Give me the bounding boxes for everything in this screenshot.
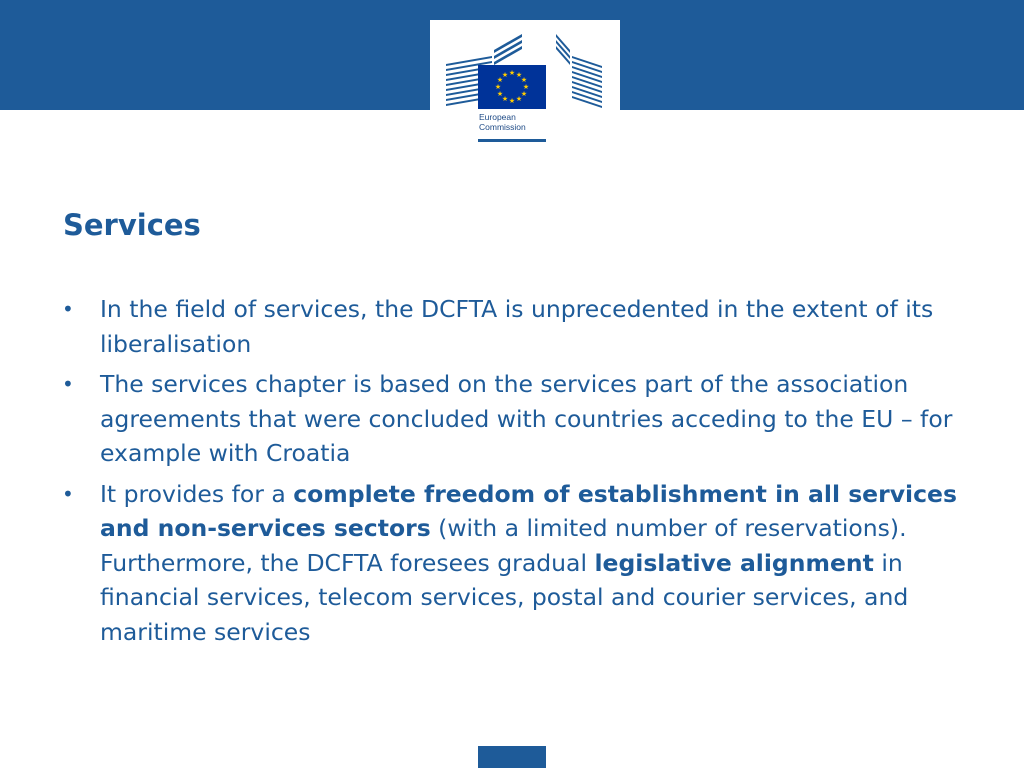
bullet-text-bold: legislative alignment — [594, 548, 874, 577]
bullet-item — [62, 292, 992, 361]
bullet-text: It provides for a — [100, 479, 294, 508]
bullet-text: (with a limited number of reservations). Furthermore, the DCFTA foresees gradual — [100, 514, 907, 577]
svg-text:★: ★ — [515, 95, 523, 103]
svg-text:★: ★ — [515, 71, 523, 79]
svg-text:★: ★ — [496, 76, 504, 84]
bullet-dot-icon: • — [62, 372, 74, 396]
svg-text:★: ★ — [501, 95, 509, 103]
bullet-dot-icon: • — [62, 297, 74, 321]
logo-text-line1: European — [479, 112, 516, 122]
svg-text:★: ★ — [520, 90, 528, 98]
bullet-list — [62, 292, 992, 655]
european-commission-logo — [430, 20, 620, 144]
bullet-text-bold: complete freedom of establishment in all services and non-services sectors — [100, 479, 957, 542]
svg-text:★: ★ — [508, 97, 516, 105]
svg-text:★: ★ — [508, 69, 516, 77]
svg-text:★: ★ — [522, 83, 530, 91]
svg-text:★: ★ — [494, 83, 502, 91]
slide-title: Services — [63, 208, 201, 242]
svg-text:★: ★ — [520, 76, 528, 84]
logo-text — [479, 112, 526, 132]
svg-text:★: ★ — [496, 90, 504, 98]
footer-tab — [478, 746, 546, 768]
bullet-text: In the field of services, the DCFTA is unprecedented in the extent of its liberalisation — [100, 295, 934, 358]
bullet-text: in financial services, telecom services, postal and courier services, and maritime services — [100, 548, 909, 646]
logo-text-line2: Commission — [479, 122, 526, 132]
svg-text:★: ★ — [501, 71, 509, 79]
bullet-item — [62, 477, 992, 650]
logo-underline — [478, 139, 546, 142]
bullet-text: The services chapter is based on the services part of the association agreements that were concluded with countries acceding to the EU – for example with Croatia — [100, 370, 953, 467]
bullet-item — [62, 367, 992, 471]
bullet-dot-icon: • — [62, 481, 74, 506]
